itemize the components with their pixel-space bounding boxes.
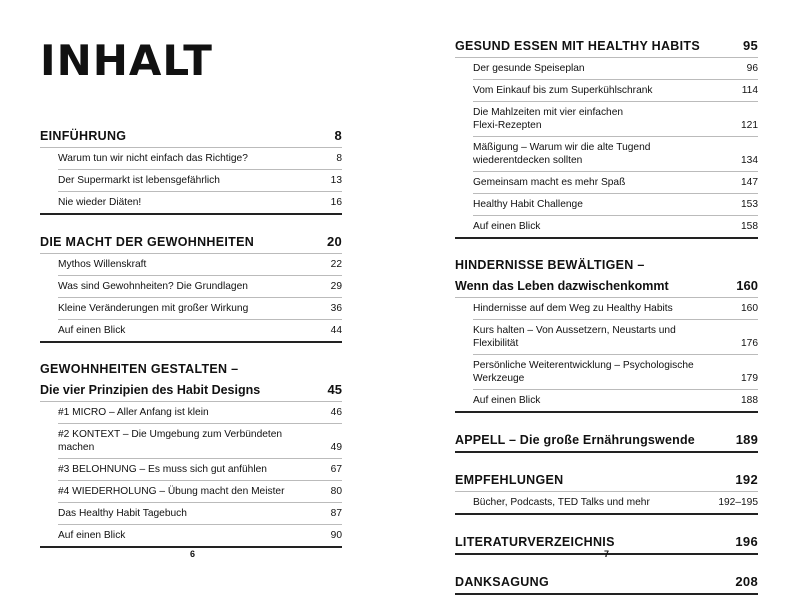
entry-page: 114 — [741, 85, 758, 96]
section-page: 189 — [735, 432, 758, 447]
toc-entry[interactable] — [473, 492, 758, 513]
entry-page: 44 — [330, 325, 342, 336]
entry-text: #4 WIEDERHOLUNG – Übung macht den Meister — [58, 486, 285, 497]
entry-page: 13 — [330, 175, 342, 186]
entry-text: Auf einen Blick — [473, 221, 541, 232]
section-page: 192 — [735, 472, 758, 487]
toc-entry[interactable] — [473, 320, 758, 355]
entry-text: Gemeinsam macht es mehr Spaß — [473, 177, 626, 188]
toc-entry[interactable] — [473, 298, 758, 320]
section-subtitle: Wenn das Leben dazwischenkommt — [455, 279, 669, 293]
section-title: GESUND ESSEN MIT HEALTHY HABITS — [455, 39, 700, 53]
entry-page: 158 — [741, 221, 758, 232]
entry-page: 80 — [330, 486, 342, 497]
entry-page: 160 — [741, 303, 758, 314]
section-subtitle: Die vier Prinzipien des Habit Designs — [40, 383, 261, 397]
toc-entry[interactable] — [473, 102, 758, 137]
toc-section — [455, 568, 758, 595]
entry-text: #1 MICRO – Aller Anfang ist klein — [58, 407, 209, 418]
entry-page: 29 — [330, 281, 342, 292]
entry-text: Hindernisse auf dem Weg zu Healthy Habits — [473, 303, 673, 314]
entry-page: 22 — [330, 259, 342, 270]
entry-text: Der Supermarkt ist lebensgefährlich — [58, 175, 220, 186]
section-page: 20 — [326, 234, 342, 249]
toc-entry[interactable] — [473, 58, 758, 80]
entry-page: 192–195 — [718, 497, 758, 508]
toc-section — [455, 426, 758, 453]
entry-text: Der gesunde Speiseplan — [473, 63, 585, 74]
entry-page: 96 — [746, 63, 758, 74]
section-heading[interactable] — [455, 426, 758, 451]
section-page: 208 — [735, 574, 758, 589]
entry-page: 49 — [330, 442, 342, 453]
page-number: 6 — [190, 549, 196, 559]
entry-text: Auf einen Blick — [58, 325, 126, 336]
entry-text: Was sind Gewohnheiten? Die Grundlagen — [58, 281, 248, 292]
entry-page: 8 — [336, 153, 342, 164]
section-heading[interactable] — [455, 252, 758, 298]
entry-page: 67 — [330, 464, 342, 475]
entry-text: #2 KONTEXT – Die Umgebung zum Verbündeten machen — [58, 429, 283, 453]
entry-page: 134 — [741, 155, 758, 166]
entry-page: 176 — [741, 338, 758, 349]
section-page: 160 — [736, 278, 758, 293]
toc-entry[interactable] — [473, 172, 758, 194]
entry-text: Mythos Willenskraft — [58, 259, 147, 270]
entry-page: 147 — [741, 177, 758, 188]
entry-page: 153 — [741, 199, 758, 210]
toc-section — [455, 466, 758, 515]
entry-text: Das Healthy Habit Tagebuch — [58, 508, 187, 519]
entry-page: 16 — [330, 197, 342, 208]
entry-text: Kleine Veränderungen mit großer Wirkung — [58, 303, 249, 314]
toc-entry[interactable] — [473, 390, 758, 411]
section-title: EMPFEHLUNGEN — [455, 473, 564, 487]
entry-page: 188 — [741, 395, 758, 406]
toc-entry[interactable] — [473, 80, 758, 102]
entry-text: Die Mahlzeiten mit vier einfachen Flexi-Rezepten — [473, 107, 624, 131]
entry-page: 87 — [330, 508, 342, 519]
section-title: DIE MACHT DER GEWOHNHEITEN — [40, 235, 255, 249]
section-page: 8 — [334, 128, 342, 143]
toc-entry[interactable] — [473, 216, 758, 237]
page-number: 7 — [604, 549, 610, 559]
section-title: GEWOHNHEITEN GESTALTEN – — [40, 362, 239, 376]
toc-section — [455, 252, 758, 413]
toc-entry[interactable] — [473, 194, 758, 216]
toc-entry[interactable] — [473, 137, 758, 172]
entry-page: 179 — [741, 373, 758, 384]
section-heading[interactable] — [455, 466, 758, 492]
entry-text: Kurs halten – Von Aussetzern, Neustarts und Flexibilität — [473, 325, 676, 349]
entry-text: Auf einen Blick — [473, 395, 541, 406]
section-title: LITERATURVERZEICHNIS — [455, 535, 615, 549]
entry-text: Warum tun wir nicht einfach das Richtige? — [58, 153, 248, 164]
entry-text: Persönliche Weiterentwicklung – Psychologische Werkzeuge — [473, 360, 694, 384]
entry-text: Vom Einkauf bis zum Superkühlschrank — [473, 85, 653, 96]
toc-right — [455, 32, 758, 595]
entry-text: #3 BELOHNUNG – Es muss sich gut anfühlen — [58, 464, 267, 475]
toc-entry[interactable] — [473, 355, 758, 390]
section-page: 196 — [735, 534, 758, 549]
entry-page: 90 — [330, 530, 342, 541]
section-page: 95 — [742, 38, 758, 53]
page-title: INHALT — [40, 36, 213, 85]
section-title: DANKSAGUNG — [455, 575, 549, 589]
entry-text: Nie wieder Diäten! — [58, 197, 142, 208]
section-title: APPELL – Die große Ernährungswende — [455, 433, 695, 447]
section-heading[interactable] — [455, 568, 758, 593]
entry-text: Auf einen Blick — [58, 530, 126, 541]
section-title: EINFÜHRUNG — [40, 129, 127, 143]
section-title: HINDERNISSE BEWÄLTIGEN – — [455, 258, 645, 272]
entry-page: 121 — [741, 120, 758, 131]
toc-section — [455, 32, 758, 239]
entry-text: Bücher, Podcasts, TED Talks und mehr — [473, 497, 650, 508]
entry-text: Mäßigung – Warum wir die alte Tugend wiederentdecken sollten — [473, 142, 651, 166]
entry-text: Healthy Habit Challenge — [473, 199, 583, 210]
section-page: 45 — [327, 382, 342, 397]
entry-page: 46 — [330, 407, 342, 418]
entry-page: 36 — [330, 303, 342, 314]
section-heading[interactable] — [455, 32, 758, 58]
